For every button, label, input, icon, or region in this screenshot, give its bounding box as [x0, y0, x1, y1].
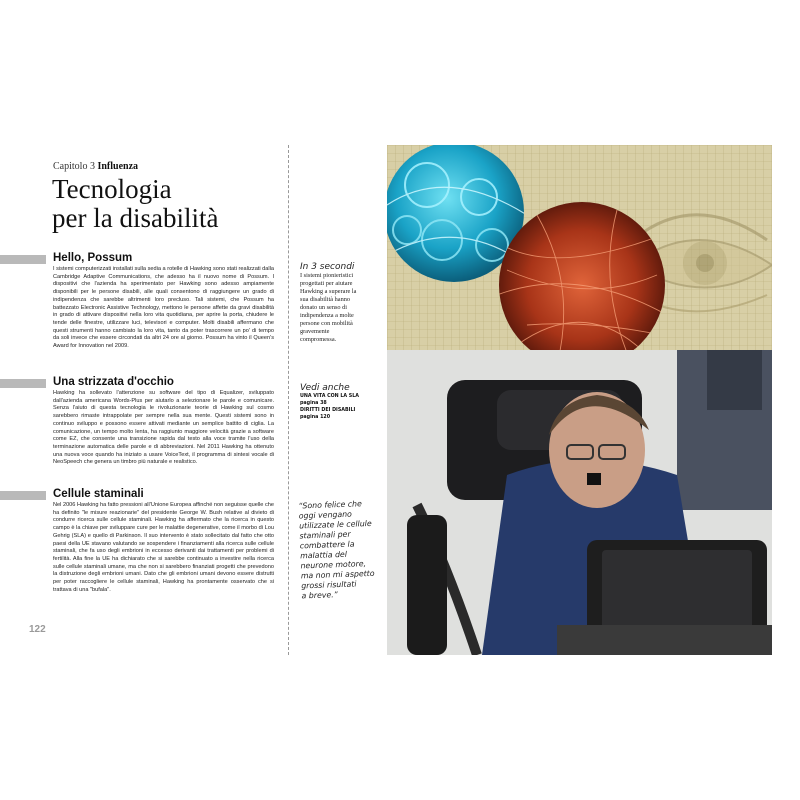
page-title: [52, 175, 218, 233]
hawking-wheelchair-photo: [387, 350, 772, 655]
in-3-seconds-line: indipendenza a molte: [300, 312, 354, 319]
section-heading: Hello, Possum: [53, 252, 133, 264]
quote-line: utilizzate le cellule: [298, 518, 372, 531]
in-3-seconds-line: gravemente: [300, 328, 330, 335]
see-also-ref-1: UNA VITA CON LA SLA: [300, 394, 360, 399]
quote-line: staminali per: [299, 529, 351, 541]
column-divider: [288, 145, 289, 655]
see-also-page-1: pagina 38: [300, 401, 327, 406]
see-also-heading: Vedi anche: [300, 383, 350, 393]
chapter-label: [53, 161, 138, 172]
quote-line: oggi vengano: [298, 509, 353, 521]
see-also-page-2: pagina 120: [300, 415, 331, 420]
hawking-quote: [298, 499, 383, 602]
quote-line: a breve.”: [301, 590, 338, 601]
chapter-name: Influenza: [97, 161, 139, 172]
section-body: Nel 2006 Hawking ha fatto pressioni all'Unione Europea affinché non seguisse quelle che ha definito "le misure reazionarie" del presidente George W. Bush relative al divieto di condurre ricerca sulle cellule staminali. Hawking ha affermato che la ricerca in questo campo è la chiave per sviluppare cure per le malattie degenerative, come il morbo di Lou Gehrig (SLA) e quello di Parkinson. Il suo intervento è stato sollecitato dal fatto che otto paesi della UE stavano valutando se sospendere i finanziamenti alla ricerca sulle cellule staminali, che fa uso degli embrioni in eccesso derivanti dai trattamenti per problemi di fertilità. Alla fine la UE ha dichiarato che si sarebbe continuato a investire nella ricerca sulle cellule staminali umane, ma che non si sarebbero finanziati progetti che prevedono la distruzione degli embrioni umani. Dato che gli embrioni umani devono essere distrutti per poter raccogliere le cellule staminali, Hawking ha prontamente osservato che si trattava di una "bufala".: [53, 502, 274, 593]
page-title-line-1: Tecnologia: [52, 174, 172, 204]
photo-collage: [387, 145, 772, 655]
in-3-seconds-box: [300, 262, 378, 344]
page-number: 122: [29, 624, 46, 635]
section-body: I sistemi computerizzati installati sulla sedia a rotelle di Hawking sono stati realizzati dalla Cambridge Adaptive Communications, che adesso ha il nuovo nome di Possum. I dispositivi che l'azienda ha sperimentato per Hawking sono adesso ampiamente disponibili per le persone disabili, alle quali consentono di raggiungere un grado di indipendenza che sarebbe altrimenti loro precluso. Tali sistemi, che Possum ha battezzato Electronic Assistive Technology, mettono le persone affette da gravi disabilità in grado di attivare dispositivi nella loro vita quotidiana, per aprire la porta, chiudere le tende delle finestre, utilizzare luci, televisori e computer. Molti disabili affermano che questi strumenti hanno cambiato la loro vita, tanto da poter trascorrere un po' di tempo da soli invece che essere circondati da altri 24 ore al giorno. Possum ha vinto il Queen's Award for Innovation nel 2009.: [53, 266, 274, 350]
section-bar: [0, 491, 46, 500]
quote-line: grossi risultati: [301, 579, 357, 591]
section-body: Hawking ha sollevato l'attenzione su software del tipo di Equalizer, sviluppato dall'azienda americana Words-Plus per aiutarlo a selezionare le parole e comunicare. Senza l'aiuto di questa tecnologia le rivoluzionarie teorie di Hawking sul cosmo sarebbero rimaste intrappolate per sempre nella sua mente. Questi sistemi sono in continuo sviluppo e possono essere attivati mediante un semplice battito di ciglia. La comunicazione, un tempo molto lenta, ha raggiunto maggiore velocità grazie a software come EZ, che consente una transizione rapida dal testo alla voce tramite l'uso della terminazione automatica delle parole e di abbreviazioni. Nel 2011 Hawking ha ottenuto una nuova voce quando ha iniziato a usare VoiceText, il programma di sintesi vocale di NeoSpeech che genera un timbro più naturale e realistico.: [53, 390, 274, 466]
see-also-box: [300, 383, 378, 421]
in-3-seconds-text: [300, 272, 378, 344]
in-3-seconds-line: progettati per aiutare: [300, 280, 353, 287]
section-bar: [0, 379, 46, 388]
in-3-seconds-line: I sistemi pionieristici: [300, 272, 354, 279]
in-3-seconds-line: Hawking a superare la: [300, 288, 357, 295]
in-3-seconds-line: persone con mobilità: [300, 320, 353, 327]
quote-line: “Sono felice che: [298, 499, 362, 511]
in-3-seconds-line: sua disabilità hanno: [300, 296, 351, 303]
section-heading: Una strizzata d'occhio: [53, 376, 174, 388]
quote-line: neurone motore,: [300, 559, 367, 571]
quote-line: ma non mi aspetto: [300, 568, 375, 581]
page-title-line-2: per la disabilità: [52, 203, 219, 233]
quote-line: malattia del: [300, 549, 348, 561]
see-also-ref-2: DIRITTI DEI DISABILI: [300, 408, 356, 413]
chapter-number: Capitolo 3: [53, 161, 95, 172]
in-3-seconds-line: donato un senso di: [300, 304, 348, 311]
section-bar: [0, 255, 46, 264]
quote-line: combattere la: [299, 539, 355, 551]
section-heading: Cellule staminali: [53, 488, 144, 500]
in-3-seconds-heading: In 3 secondi: [300, 262, 355, 272]
in-3-seconds-line: compromessa.: [300, 336, 337, 343]
collage-svg: [387, 145, 772, 655]
